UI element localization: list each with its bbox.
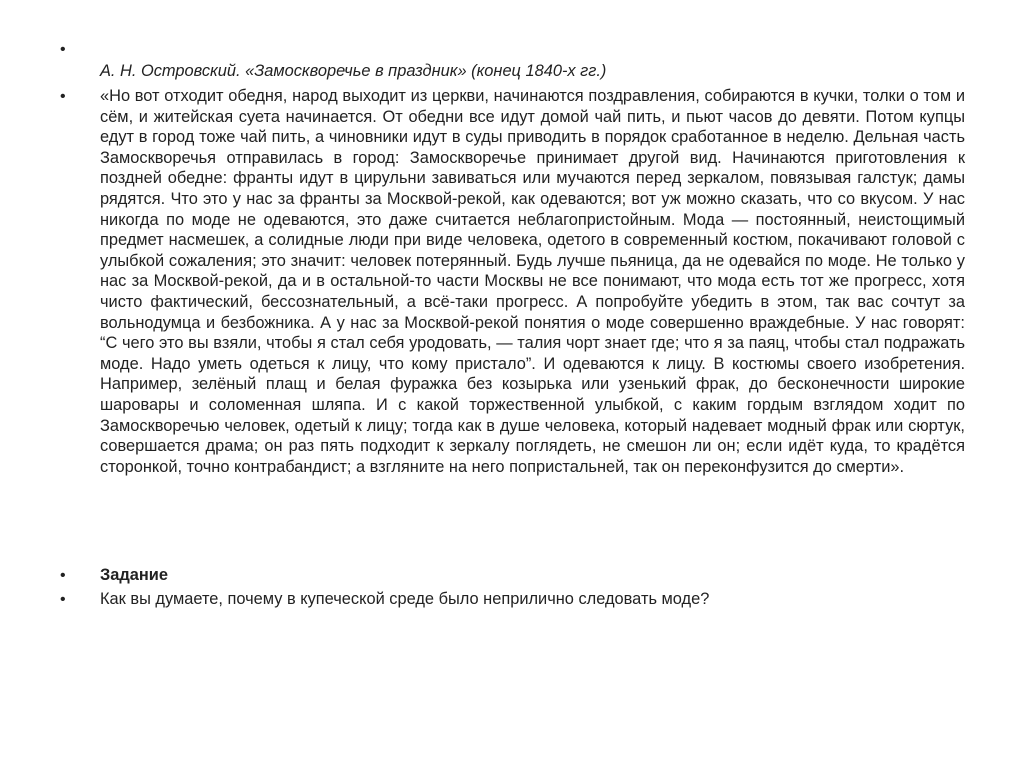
intro-item-content	[100, 39, 965, 82]
question-text: Как вы думаете, почему в купеческой среде было неприлично следовать моде?	[100, 590, 710, 608]
source-citation: А. Н. Островский. «Замоскворечье в праздник» (конец 1840-х гг.)	[100, 62, 607, 80]
bullet-marker: •	[60, 567, 66, 584]
question-item	[60, 589, 965, 610]
task-heading-item	[60, 565, 965, 586]
quote-text: «Но вот отходит обедня, народ выходит из церкви, начинаются поздравления, собираются в кучки, толки о том и сём, и житейская суета начинается. От обедни все идут домой чай пить, и пьют часов до девяти. Потом купцы едут в город тоже чай пить, а чиновники идут в суды приводить в порядок сработанное в неделю. Дельная часть Замоскворечья отправилась в город: Замоскворечье принимает другой вид. Начинаются приготовления к поздней обедне: франты идут в цирульни завиваться или мучаются перед зеркалом, повязывая галстук; дамы рядятся. Что это у нас за франты за Москвой-рекой, как одеваются; вот уж можно сказать, что со вкусом. У нас никогда по моде не одеваются, это даже считается неблагопристойным. Мода — постоянный, неистощимый предмет насмешек, а солидные люди при виде человека, одетого в современный костюм, покачивают головой с улыбкой сожаления; это значит: человек потерянный. Будь лучше пьяница, да не одевайся по моде. Не только у нас за Москвой-рекой, да и в остальной-то части Москвы не все понимают, что мода есть тот же прогресс, хотя чисто фактический, бессознательный, а всё-таки прогресс. А попробуйте убедить в этом, так вас сочтут за вольнодумца и безбожника. А у нас за Москвой-рекой понятия о моде совершенно враждебные. У нас говорят: “С чего это вы взяли, чтобы я стал себя уродовать, — талия чорт знает где; что я за паяц, чтобы стал подражать моде. Надо уметь одеться к лицу, что кому пристало”. И одеваются к лицу. В костюмы своего изобретения. Например, зелёный плащ и белая фуражка без козырька или узенький фрак, до бесконечности широкие шаровары и соломенная шляпа. И с какой торжественной улыбкой, с каким гордым взглядом ходит по Замоскворечью человек, одетый к лицу; тогда как в душе человека, который надевает модный фрак или сюртук, совершается драма; он раз пять подходит к зеркалу поглядеть, не смешон ли он; если идёт куда, то крадётся сторонкой, точно контрабандист; а взгляните на него попристальней, так он переконфузится до смерти».	[100, 87, 965, 476]
bullet-marker: •	[60, 41, 66, 58]
bullet-marker: •	[60, 88, 66, 105]
task-heading: Задание	[100, 566, 168, 584]
bullet-marker: •	[60, 591, 66, 608]
intro-item	[60, 39, 965, 82]
quote-item	[60, 86, 965, 477]
